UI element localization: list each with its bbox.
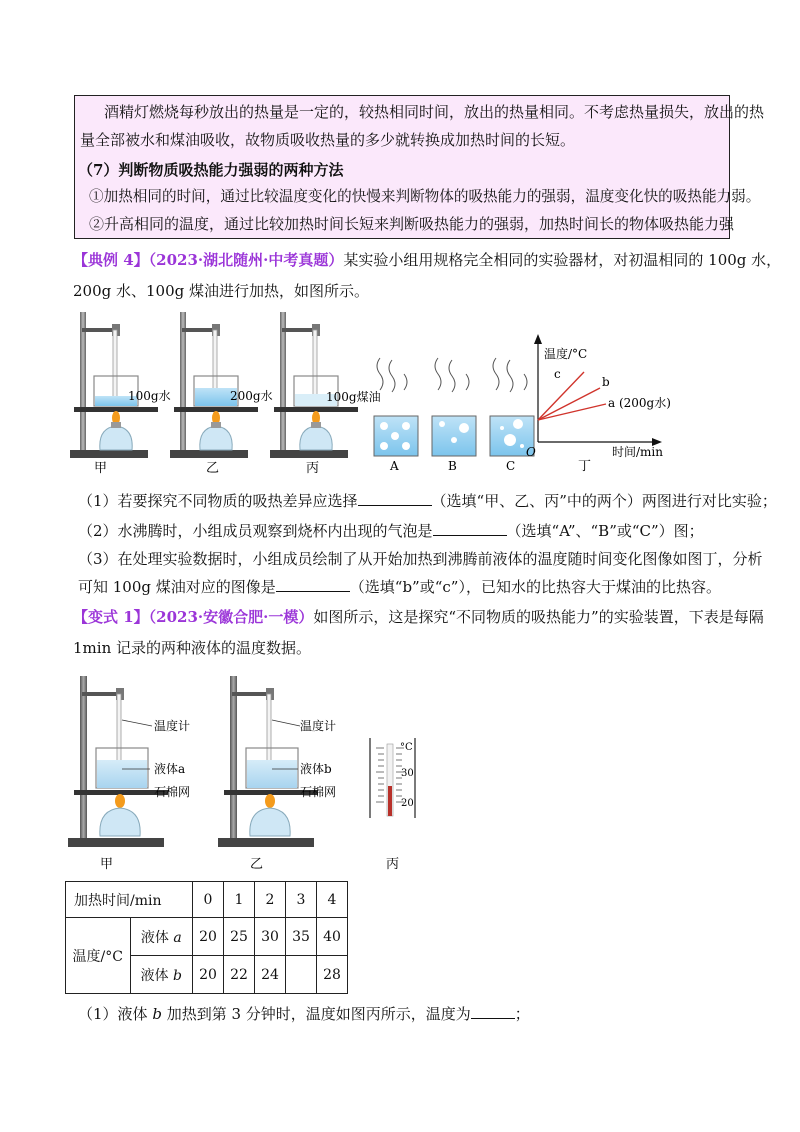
label-gauze-b: 石棉网: [300, 785, 337, 799]
beaker-label-200g-water: 200g水: [230, 389, 273, 403]
graph-x-label: 时间/min: [612, 445, 663, 459]
caption-ding: 丁: [578, 459, 592, 474]
table-row-name-a: 液体 a: [130, 918, 192, 956]
table-cell: 28: [317, 956, 348, 994]
table-cell: 24: [255, 956, 286, 994]
variant-question-1: （1）液体 b 加热到第 3 分钟时，温度如图丙所示，温度为 ；: [78, 1005, 530, 1023]
graph-label-c: c: [554, 367, 561, 381]
beaker-label-100g-oil: 100g煤油: [326, 390, 381, 404]
bubble-label-b: B: [448, 459, 457, 473]
setup-bing: [270, 312, 358, 458]
caption-yi: 乙: [206, 461, 220, 476]
box-method-2: ②升高相同的温度，通过比较加热时间长短来判断吸热能力的强弱，加热时间长的物体吸热能力强: [89, 215, 735, 233]
table-cell: 20: [193, 918, 224, 956]
table-cell: 20: [193, 956, 224, 994]
example4-intro-line1: [73, 250, 781, 270]
box-paragraph-line1: 酒精灯燃烧每秒放出的热量是一定的，较热相同时间，放出的热量相同。不考虑热量损失，放出的热: [104, 103, 765, 121]
variant1-intro-line2: 1min 记录的两种液体的温度数据。: [73, 639, 311, 657]
setup-jia: [70, 312, 158, 458]
question-2: （2）水沸腾时，小组成员观察到烧杯内出现的气泡是 （选填“A”、“B”或“C”）图；: [78, 522, 704, 540]
figure-heating-apparatus: [60, 300, 700, 480]
table-row: [66, 918, 348, 956]
variant1-intro-line1: 【变式 1】（2023·安徽合肥·一模）如图所示，这是探究“不同物质的吸热能力”的实验装置，下表是每隔: [73, 608, 764, 626]
thermometer-tick-20: 20: [401, 798, 414, 809]
box-paragraph-line2: 量全部被水和煤油吸收，故物质吸收热量的多少就转换成加热时间的长短。: [80, 131, 576, 149]
table-cell: 25: [224, 918, 255, 956]
caption-fig2-bing: 丙: [386, 857, 400, 872]
caption-fig2-jia: 甲: [100, 857, 114, 872]
label-gauze-a: 石棉网: [154, 785, 191, 799]
setup-liquid-a: [68, 676, 168, 847]
graph-line-b: [538, 388, 600, 420]
table-cell: 40: [317, 918, 348, 956]
graph-y-label: 温度/°C: [544, 347, 588, 361]
table-header-time: 加热时间/min: [66, 882, 193, 918]
caption-bing: 丙: [306, 461, 320, 476]
graph-origin: O: [526, 445, 536, 459]
table-time-1: 1: [224, 882, 255, 918]
answer-blank-1[interactable]: [358, 491, 432, 506]
graph-line-c: [538, 372, 584, 420]
caption-jia: 甲: [94, 461, 108, 476]
question-3-line1: （3）在处理实验数据时，小组成员绘制了从开始加热到沸腾前液体的温度随时间变化图像如图丁，分析: [78, 550, 763, 568]
label-liquid-b: 液体b: [300, 762, 332, 776]
table-cell-blank: [286, 956, 317, 994]
question-3-line2: 可知 100g 煤油对应的图像是 （选填“b”或“c”），已知水的比热容大于煤油的比热容。: [78, 578, 721, 596]
graph-line-a: [538, 404, 606, 420]
example-source: （2023·湖北随州·中考真题）: [148, 251, 344, 269]
table-cell: 30: [255, 918, 286, 956]
bubble-beaker-c: [490, 358, 534, 456]
bubble-beaker-a: [374, 358, 418, 456]
box-method-1: ①加热相同的时间，通过比较温度变化的快慢来判断物体的吸热能力的强弱，温度变化快的吸热能力弱。: [89, 188, 761, 205]
label-thermometer-b: 温度计: [300, 719, 337, 733]
variant-source: （2023·安徽合肥·一模）: [148, 608, 314, 626]
example4-intro-line2: 200g 水、100g 煤油进行加热，如图所示。: [73, 282, 370, 300]
bubble-label-a: A: [390, 459, 399, 473]
table-time-2: 2: [255, 882, 286, 918]
figure-liquid-apparatus: [60, 668, 480, 878]
answer-blank-temperature[interactable]: [471, 1004, 515, 1019]
beaker-label-100g-water: 100g水: [128, 389, 171, 403]
table-row-name-b: 液体 b: [130, 956, 192, 994]
graph-label-b: b: [602, 375, 610, 389]
table-time-0: 0: [193, 882, 224, 918]
example-text: 某实验小组用规格完全相同的实验器材，对初温相同的 100g 水，: [343, 251, 782, 269]
thermometer-tick-30: 30: [401, 768, 414, 779]
table-cell: 35: [286, 918, 317, 956]
variant-tag: 【变式 1】: [73, 608, 149, 626]
table-row-group-label: 温度/°C: [66, 918, 131, 994]
label-thermometer-a: 温度计: [154, 719, 191, 733]
table-cell: 22: [224, 956, 255, 994]
caption-fig2-yi: 乙: [250, 857, 264, 872]
graph-label-a: a (200g水): [608, 396, 671, 410]
thermometer-unit: °C: [400, 742, 413, 753]
label-liquid-a: 液体a: [154, 762, 186, 776]
box-heading: （7）判断物质吸热能力强弱的两种方法: [78, 161, 344, 179]
answer-blank-2[interactable]: [433, 521, 507, 536]
setup-yi: [170, 312, 258, 458]
table-time-3: 3: [286, 882, 317, 918]
table-time-4: 4: [317, 882, 348, 918]
temperature-data-table: [65, 881, 348, 994]
bubble-beaker-b: [432, 358, 476, 456]
question-1: （1）若要探究不同物质的吸热差异应选择 （选填“甲、乙、丙”中的两个）两图进行对比实验；: [78, 492, 777, 510]
bubble-label-c: C: [506, 459, 516, 473]
example-tag: 【典例 4】: [73, 251, 149, 269]
answer-blank-3[interactable]: [276, 577, 350, 592]
